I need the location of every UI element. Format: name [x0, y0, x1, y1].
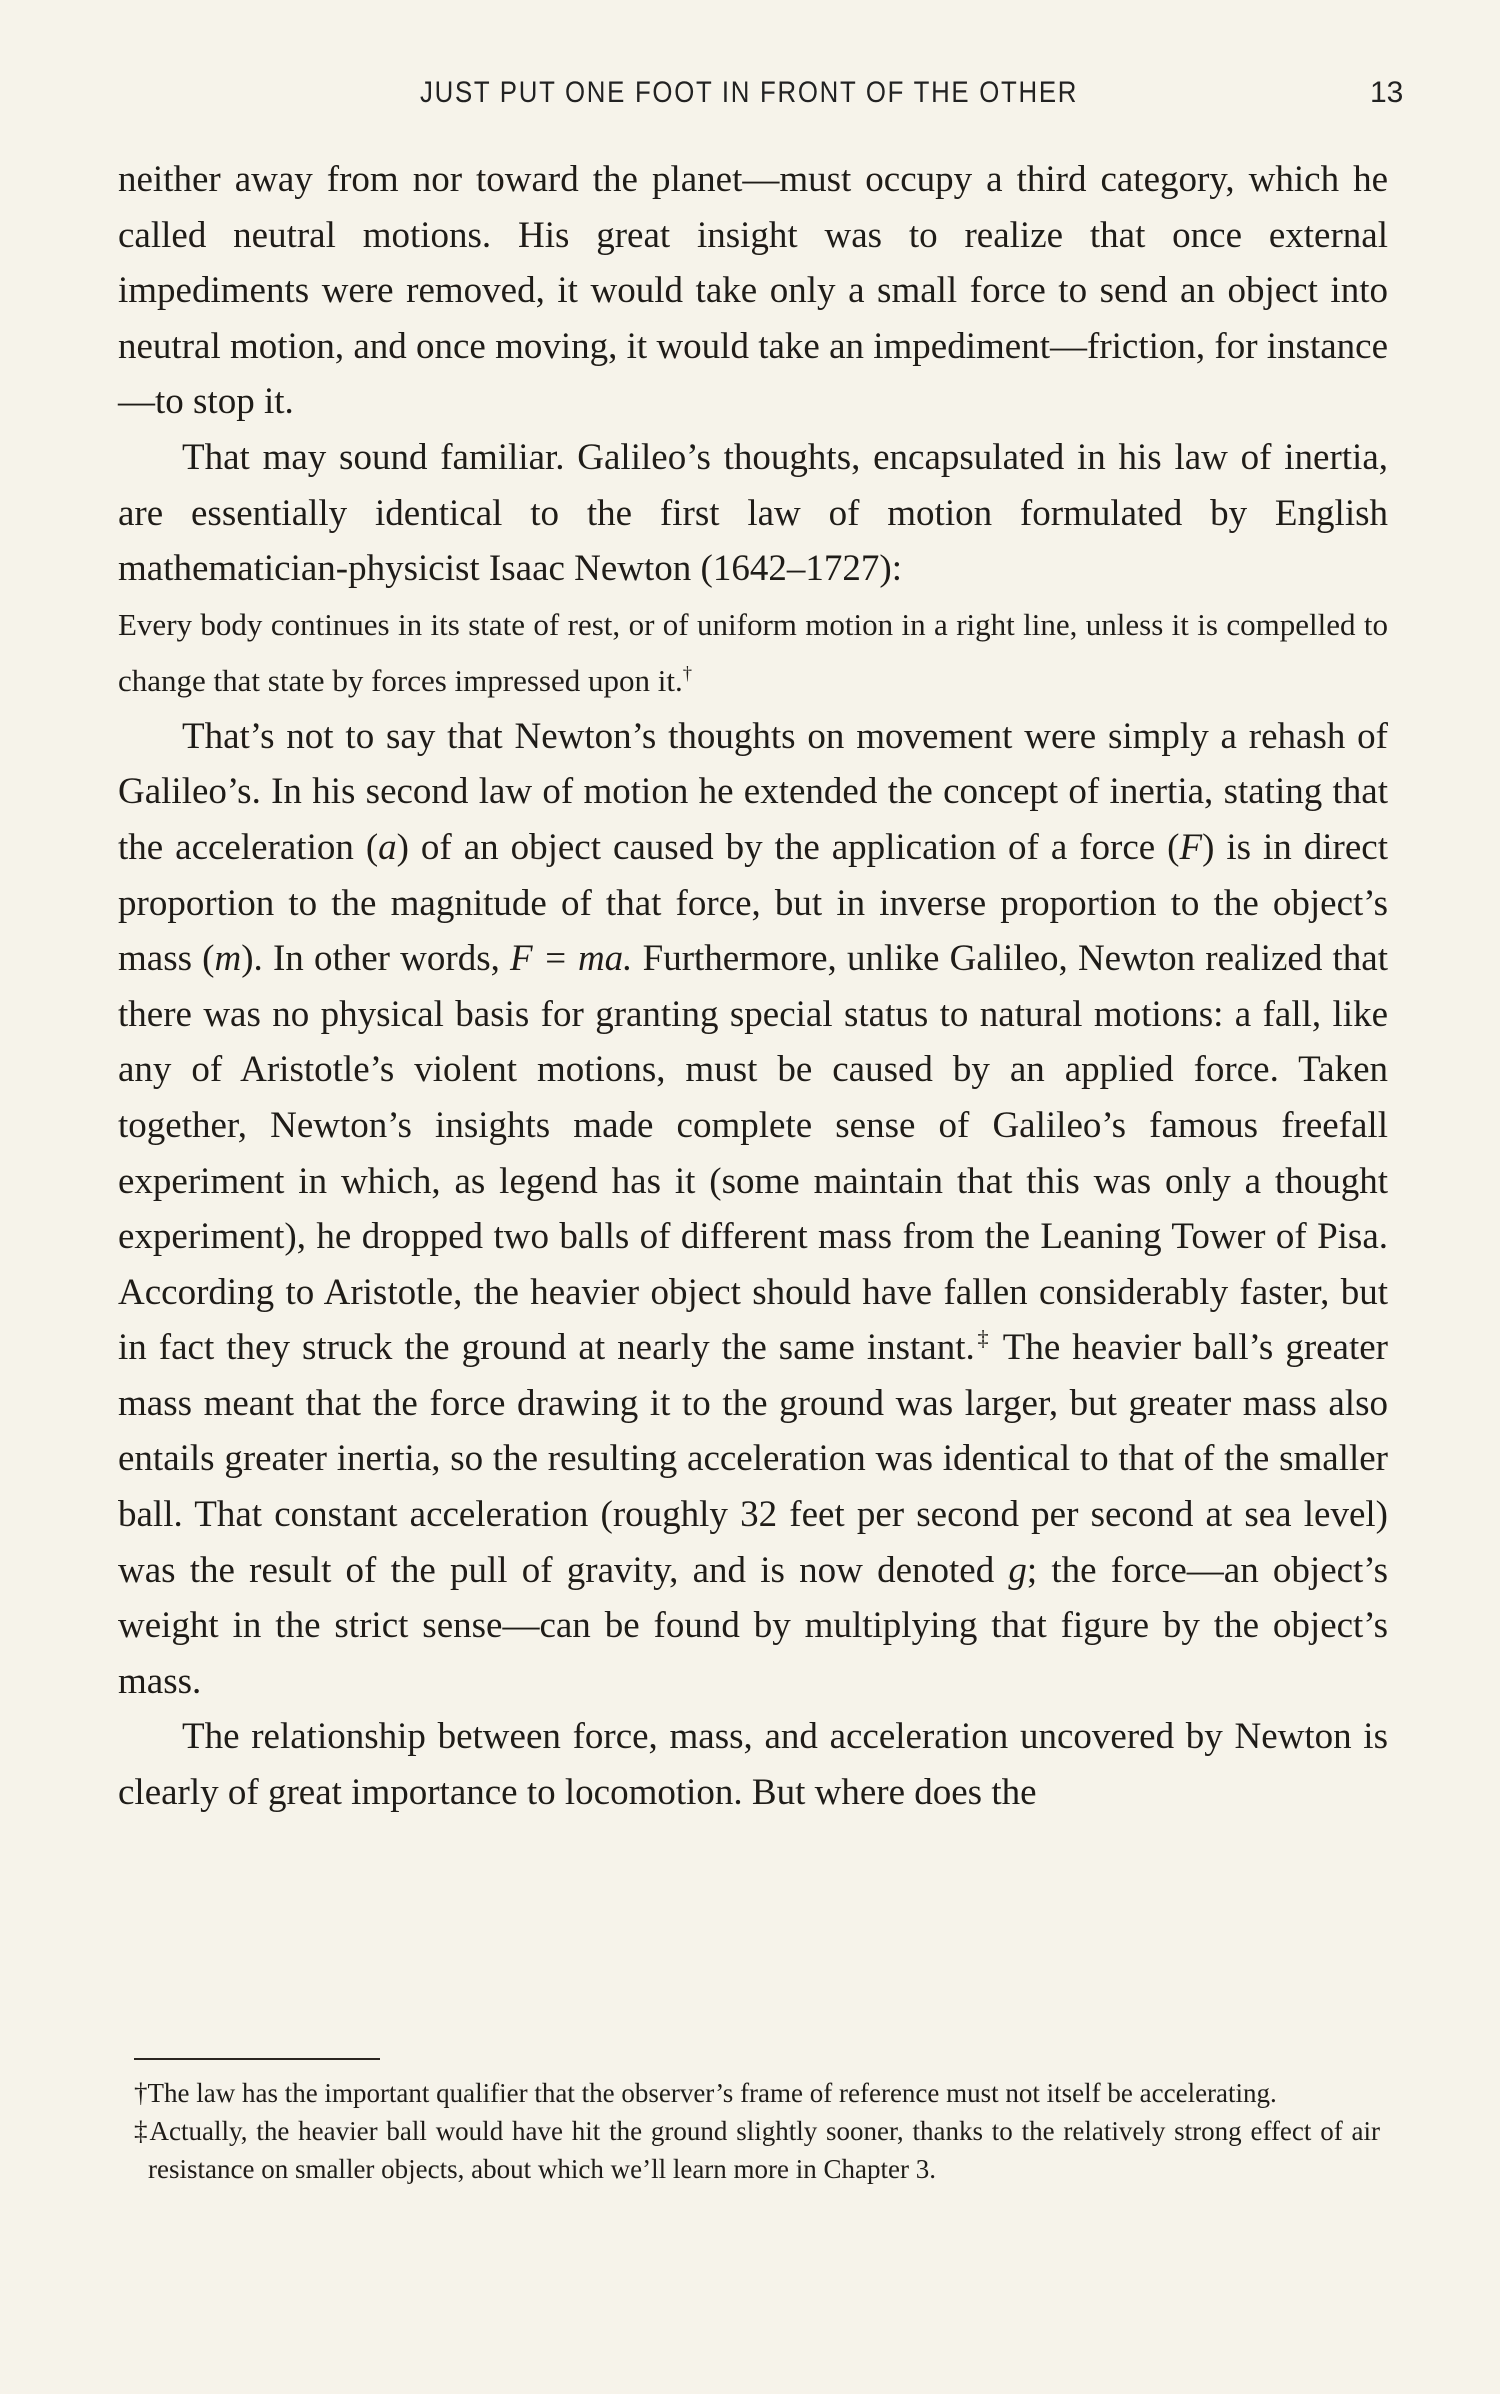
quote-text: Every body continues in its state of rest, or of uniform motion in a right line, unless it is compelled to change that state by forces impressed upon it.	[118, 606, 1388, 698]
variable-F: F	[1179, 826, 1203, 868]
equation-f-ma: F = ma.	[510, 938, 633, 980]
running-title: JUST PUT ONE FOOT IN FRONT OF THE OTHER	[420, 76, 1079, 109]
variable-g: g	[1008, 1549, 1027, 1591]
footnote-mark-double-dagger: ‡	[974, 1325, 992, 1351]
newton-first-law-quote	[118, 597, 1388, 709]
footnotes	[134, 2074, 1380, 2188]
paragraph-inertia: That may sound familiar. Galileo’s thoughts, encapsulated in his law of inertia, are essentially identical to the first law of motion formulated by English mathematician-physicist Isaac Newton (1642–1727):	[118, 436, 1388, 590]
paragraph-locomotion: The relationship between force, mass, and acceleration uncovered by Newton is clearly of great importance to locomotion. But where does the	[118, 1716, 1388, 1814]
footnote-dagger: †The law has the important qualifier that the observer’s frame of reference must not itself be accelerating.	[134, 2078, 1277, 2108]
variable-a: a	[378, 826, 397, 868]
running-head	[0, 76, 1500, 126]
footnote-double-dagger: ‡Actually, the heavier ball would have hit the ground slightly sooner, thanks to the relatively strong effect of air resistance on smaller objects, about which we’ll learn more in Chapter 3.	[134, 2116, 1380, 2184]
paragraph-second-law: That’s not to say that Newton’s thoughts on movement were simply a rehash of Galileo’s. In his second law of motion he extended the concept of inertia, stating that the acceleration (a) of an object caused by the application of a force (F) is in direct proportion to the magnitude of that force, but in inverse proportion to the object’s mass (m). In other words, F = ma. Furthermore, unlike Galileo, Newton realized that there was no physical basis for granting special status to natural motions: a fall, like any of Aristotle’s violent motions, must be caused by an applied force. Taken together, Newton’s insights made complete sense of Galileo’s famous freefall experiment in which, as legend has it (some maintain that this was only a thought experiment), he dropped two balls of different mass from the Leaning Tower of Pisa. According to Aristotle, the heavier object should have fallen considerably faster, but in fact they struck the ground at nearly the same instant.‡ The heavier ball’s greater mass meant that the force drawing it to the ground was larger, but greater mass also entails greater inertia, so the resulting acceleration was identical to that of the smaller ball. That constant acceleration (roughly 32 feet per second per second at sea level) was the result of the pull of gravity, and is now denoted g; the force—an object’s weight in the strict sense—can be found by multiplying that figure by the object’s mass.	[118, 715, 1389, 1702]
variable-m: m	[214, 938, 242, 980]
footnote-mark-dagger: †	[682, 663, 693, 685]
paragraph-continued: neither away from nor toward the planet—must occupy a third category, which he called neutral motions. His great insight was to realize that once external impediments were removed, it would take only a small force to send an object into neutral motion, and once moving, it would take an impediment—friction, for instance—to stop it.	[118, 159, 1389, 423]
page-number: 13	[1370, 76, 1404, 109]
body-text	[118, 152, 1388, 1821]
footnote-rule	[134, 2058, 380, 2060]
